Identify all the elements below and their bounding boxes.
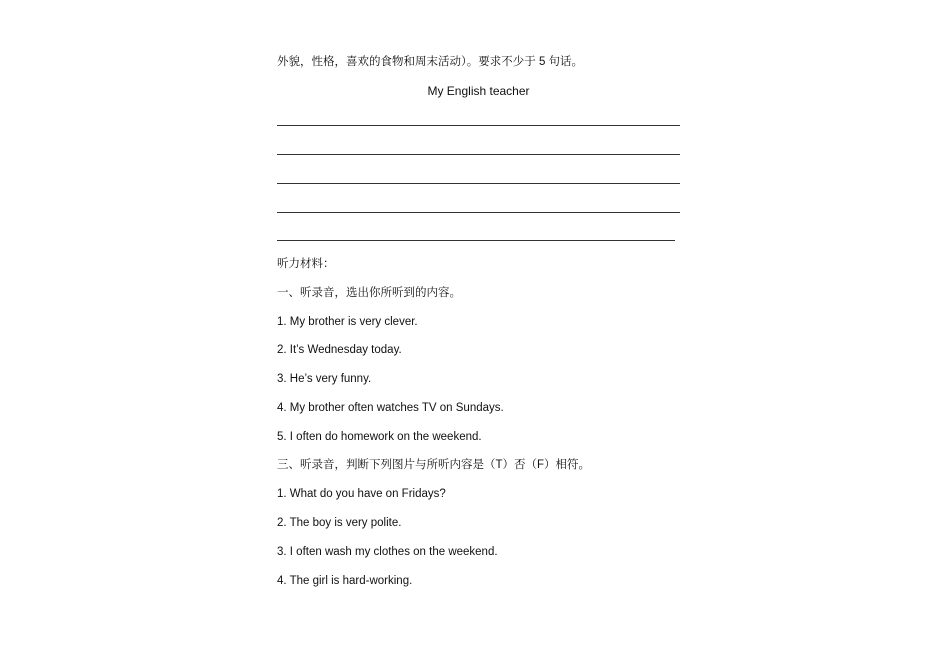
listening-header: 听力材料： (277, 258, 335, 270)
answer-line-3 (277, 183, 680, 184)
section1-item-4: 4. My brother often watches TV on Sundays. (277, 402, 504, 414)
section1-heading: 一、听录音，选出你所听到的内容。 (277, 287, 461, 299)
section1-item-1: 1. My brother is very clever. (277, 316, 418, 328)
section1-item-2: 2. It’s Wednesday today. (277, 344, 402, 356)
section1-item-5: 5. I often do homework on the weekend. (277, 431, 482, 443)
section3-item-2: 2. The boy is very polite. (277, 517, 402, 529)
answer-line-2 (277, 154, 680, 155)
answer-line-5 (277, 240, 675, 241)
answer-line-1 (277, 125, 680, 126)
answer-line-4 (277, 212, 680, 213)
composition-title: My English teacher (427, 84, 530, 98)
section3-item-1: 1. What do you have on Fridays? (277, 488, 446, 500)
intro-instruction: 外貌，性格，喜欢的食物和周末活动）。要求不少于 5 句话。 (277, 56, 584, 68)
section1-item-3: 3. He’s very funny. (277, 373, 372, 385)
section3-item-3: 3. I often wash my clothes on the weekend. (277, 546, 498, 558)
section3-item-4: 4. The girl is hard-working. (277, 575, 413, 587)
section3-heading: 三、听录音，判断下列图片与所听内容是（T）否（F）相符。 (277, 459, 591, 471)
